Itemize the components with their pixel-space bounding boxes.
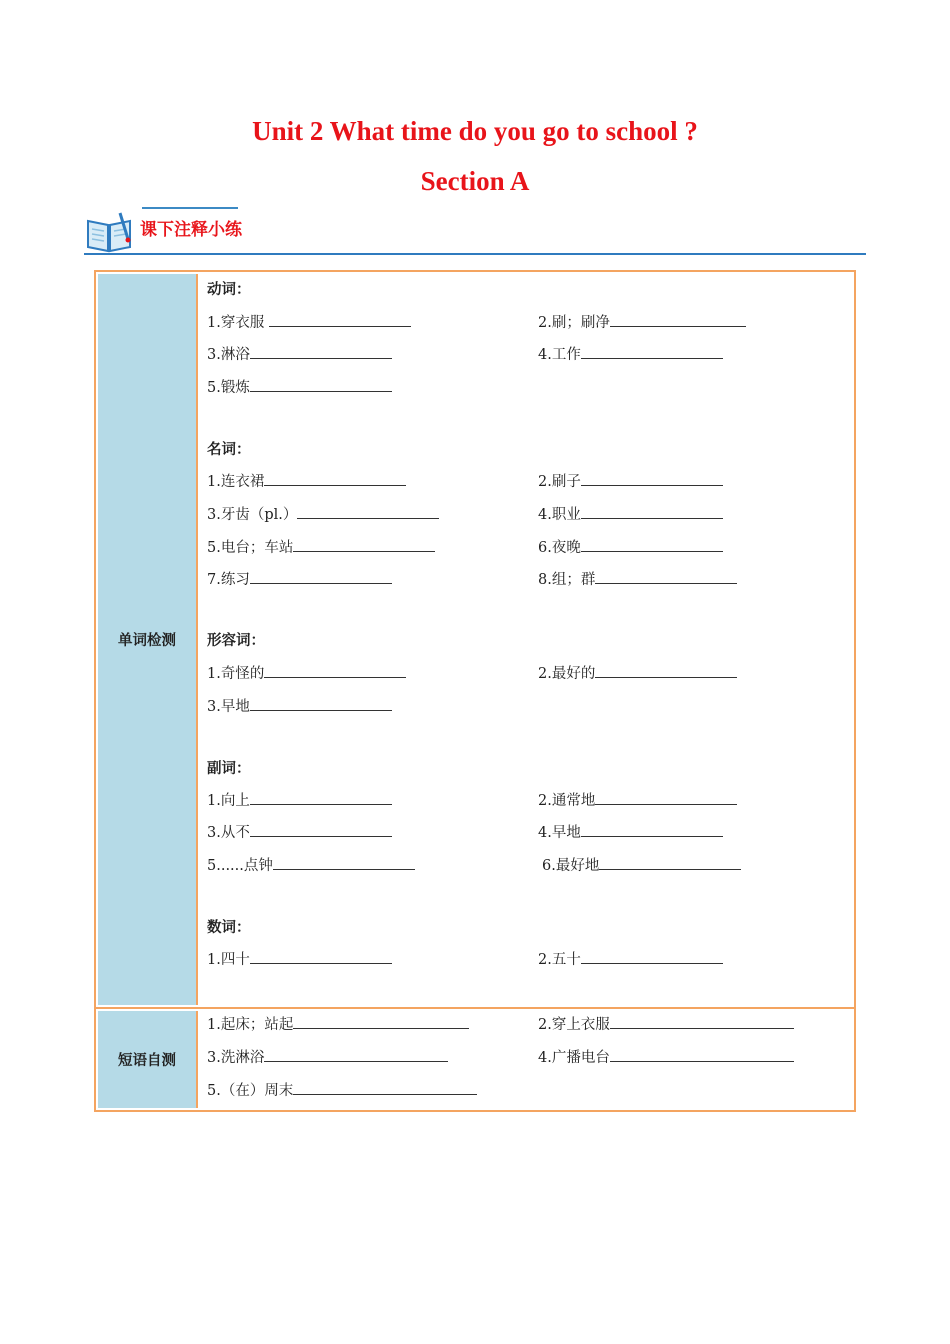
answer-blank[interactable] [581,537,723,552]
answer-blank[interactable] [293,1014,469,1029]
list-item: 4.早地 [538,821,723,842]
answer-blank[interactable] [250,790,392,805]
page-subtitle: Section A [420,166,530,196]
answer-blank[interactable] [599,855,741,870]
group-heading-numerals: 数词： [207,920,251,936]
answer-blank[interactable] [264,663,406,678]
vocabulary-cell [198,274,852,1005]
answer-blank[interactable] [269,312,411,327]
list-item: 8.组；群 [538,568,737,589]
answer-blank[interactable] [250,569,392,584]
list-item: 2.通常地 [538,789,737,810]
answer-blank[interactable] [250,949,392,964]
answer-blank[interactable] [581,822,723,837]
list-item: 4.工作 [538,343,723,364]
list-item: 2.刷；刷净 [538,311,746,332]
list-item: 2.刷子 [538,470,723,491]
row-label: 短语自测 [98,1011,198,1108]
row-label: 单词检测 [98,274,198,1005]
table-row-vocabulary [96,272,854,1009]
list-item: 5.电台；车站 [207,536,435,557]
answer-blank[interactable] [250,822,392,837]
list-item: 3.从不 [207,821,392,842]
list-item: 7.练习 [207,568,392,589]
header-divider [84,253,866,255]
group-heading-nouns: 名词： [207,442,251,458]
list-item: 4.职业 [538,503,723,524]
group-heading-adjectives: 形容词： [207,633,265,649]
answer-blank[interactable] [595,569,737,584]
list-item: 2.穿上衣服 [538,1013,794,1034]
answer-blank[interactable] [581,344,723,359]
list-item: 5.（在）周末 [207,1079,477,1100]
page-title: Unit 2 What time do you go to school ? [252,116,698,146]
list-item: 5......点钟 [207,854,415,875]
list-item: 4.广播电台 [538,1046,794,1067]
answer-blank[interactable] [297,504,439,519]
list-item: 3.淋浴 [207,343,392,364]
section-label: 课下注释小练 [140,220,242,240]
answer-blank[interactable] [250,344,392,359]
list-item: 1.奇怪的 [207,662,406,683]
exercise-table [94,270,856,1112]
list-item: 1.起床；站起 [207,1013,469,1034]
group-heading-adverbs: 副词： [207,761,251,777]
section-header [84,205,866,257]
answer-blank[interactable] [250,377,392,392]
list-item: 2.最好的 [538,662,737,683]
list-item: 3.洗淋浴 [207,1046,448,1067]
list-item: 3.早地 [207,695,392,716]
header-accent-line [142,207,238,209]
list-item: 2.五十 [538,948,723,969]
answer-blank[interactable] [581,471,723,486]
list-item: 1.连衣裙 [207,470,406,491]
list-item: 1.向上 [207,789,392,810]
list-item: 3.牙齿（pl.） [207,503,439,524]
table-row-phrases [96,1009,854,1110]
answer-blank[interactable] [264,471,406,486]
answer-blank[interactable] [293,537,435,552]
list-item: 1.穿衣服 [207,311,411,332]
open-book-icon [84,209,134,255]
list-item: 1.四十 [207,948,392,969]
answer-blank[interactable] [595,663,737,678]
answer-blank[interactable] [273,855,415,870]
answer-blank[interactable] [293,1080,477,1095]
list-item: 6.夜晚 [538,536,723,557]
answer-blank[interactable] [581,949,723,964]
answer-blank[interactable] [264,1047,448,1062]
answer-blank[interactable] [250,696,392,711]
answer-blank[interactable] [581,504,723,519]
answer-blank[interactable] [610,1014,794,1029]
group-heading-verbs: 动词： [207,282,251,298]
list-item: 6.最好地 [542,854,741,875]
answer-blank[interactable] [610,312,746,327]
list-item: 5.锻炼 [207,376,392,397]
answer-blank[interactable] [595,790,737,805]
phrases-cell [198,1011,852,1108]
answer-blank[interactable] [610,1047,794,1062]
